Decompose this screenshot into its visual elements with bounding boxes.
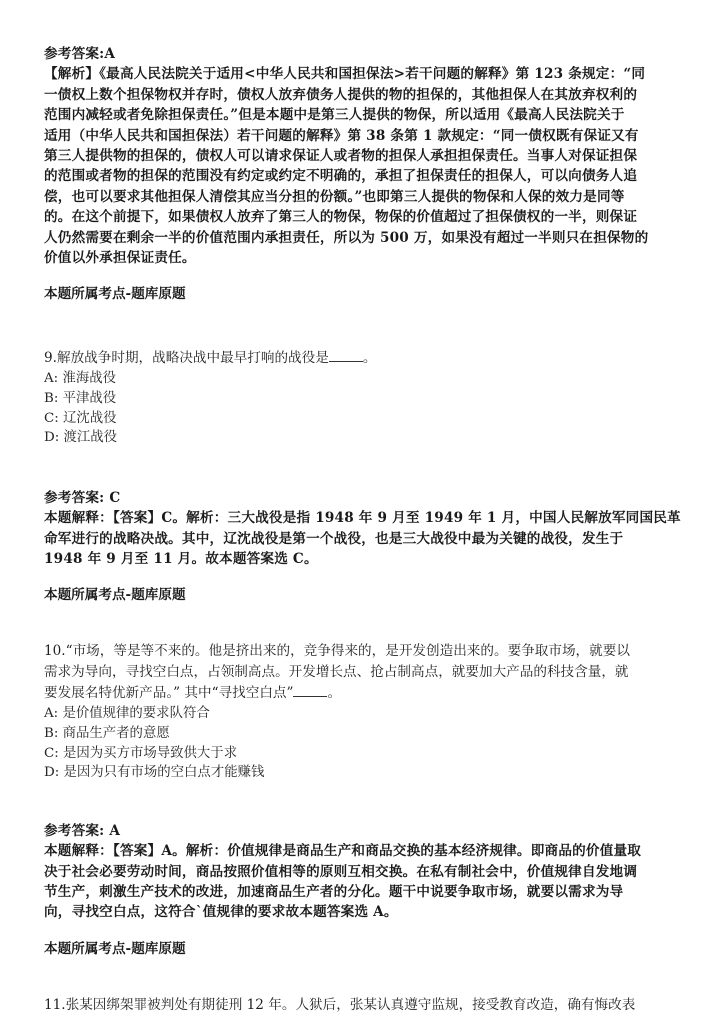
answer-blank bbox=[293, 684, 327, 697]
explanation-line: 【解析】《最高人民法院关于适用<中华人民共和国担保法>若干问题的解释》第 123 条规定：“同 bbox=[44, 66, 646, 83]
explanation-line: 决于社会必要劳动时间，商品按照价值相等的原则互相交换。在私有制社会中，价值规律自发地调 bbox=[44, 863, 638, 880]
source-label: 本题所属考点-题库原题 bbox=[44, 940, 186, 957]
explanation-line: 价值以外承担保证责任。 bbox=[44, 250, 196, 267]
option-d: D: 是因为只有市场的空白点才能赚钱 bbox=[44, 765, 265, 781]
answer-block-9 bbox=[44, 488, 681, 606]
option-c: C: 辽沈战役 bbox=[44, 410, 117, 426]
document-page bbox=[44, 44, 681, 1016]
question-11 bbox=[44, 995, 674, 1016]
question-stem-line: 10.“市场，等是等不来的。他是挤出来的，竞争得来的，是开发创造出来的。要争取市场，就要以 bbox=[44, 643, 630, 660]
explanation-line: 命军进行的战略决战。其中，辽沈战役是第一个战役，也是三大战役中最为关键的战役，发生于 bbox=[44, 530, 624, 547]
question-stem-line: 需求为导向，寻找空白点，占领制高点。开发增长点、抢占制高点，就要加大产品的科技含量，就 bbox=[44, 664, 629, 681]
explanation-line: 的范围或者物的担保的范围没有约定或约定不明确的，承担了担保责任的担保人，可以向债务人追 bbox=[44, 168, 638, 185]
question-9 bbox=[44, 348, 674, 447]
explanation-line: 适用（中华人民共和国担保法）若干问题的解释》第 38 条第 1 款规定：“同一债权既有保证又有 bbox=[44, 127, 639, 144]
option-d: D: 渡江战役 bbox=[44, 430, 118, 446]
explanation-line: 偿，也可以要求其他担保人清偿其应当分担的份额。”也即第三人提供的物保和人保的效力是同等 bbox=[44, 188, 625, 205]
explanation-line: 范围内减轻或者免除担保责任。”但是本题中是第三人提供的物保，所以适用《最高人民法院关于 bbox=[44, 107, 625, 124]
reference-answer: 参考答案: C bbox=[44, 489, 121, 506]
option-a: A: 是价值规律的要求队符合 bbox=[44, 706, 210, 722]
explanation-line: 1948 年 9 月至 11 月。故本题答案选 C。 bbox=[44, 551, 318, 568]
question-stem-line bbox=[44, 683, 674, 704]
source-label: 本题所属考点-题库原题 bbox=[44, 286, 186, 303]
question-stem-line: 11.张某因绑架罪被判处有期徒刑 12 年。人狱后，张某认真遵守监规，接受教育改造，确有悔改表 bbox=[44, 996, 636, 1013]
explanation-line: 向，寻找空白点，这符合`值规律的要求故本题答案选 A。 bbox=[44, 904, 398, 921]
question-stem bbox=[44, 348, 674, 369]
explanation bbox=[44, 64, 674, 268]
option-c: C: 是因为买方市场导致供大于求 bbox=[44, 745, 238, 761]
question-10 bbox=[44, 641, 674, 782]
explanation-line: 的。在这个前提下，如果债权人放弃了第三人的物保，物保的价值超过了担保债权的一半，则保证 bbox=[44, 209, 638, 226]
question-stem-end: 。 bbox=[327, 685, 342, 702]
answer-blank bbox=[329, 349, 363, 362]
explanation-line: 人仍然需要在剩余一半的价值范围内承担责任，所以为 500 万，如果没有超过一半则只在担保物的 bbox=[44, 229, 649, 246]
reference-answer: 参考答案:A bbox=[44, 46, 116, 62]
question-stem-text: 9.解放战争时期，战略决战中最早打响的战役是 bbox=[44, 350, 329, 367]
explanation-line: 第三人提供物的担保的，债权人可以请求保证人或者物的担保人承担担保责任。当事人对保证担保 bbox=[44, 148, 638, 165]
question-stem-end: 。 bbox=[362, 350, 377, 367]
explanation-line: 节生产，刺激生产技术的改进，加速商品生产者的分化。题干中说要争取市场，就要以需求为导 bbox=[44, 884, 624, 901]
answer-block-8 bbox=[44, 44, 674, 304]
option-a: A: 淮海战役 bbox=[44, 371, 117, 387]
answer-block-10 bbox=[44, 821, 674, 959]
explanation-line: 本题解释：【答案】C。解析：三大战役是指 1948 年 9 月至 1949 年 1 月，中国人民解放军同国民革 bbox=[44, 510, 681, 527]
explanation-line: 一债权上数个担保物权并存时，债权人放弃债务人提供的物的担保的，其他担保人在其放弃权利的 bbox=[44, 86, 638, 103]
source-label: 本题所属考点-题库原题 bbox=[44, 587, 186, 604]
option-b: B: 商品生产者的意愿 bbox=[44, 726, 170, 742]
question-stem-text: 要发展名特优新产品。” 其中“寻找空白点” bbox=[44, 685, 294, 702]
explanation-line: 本题解释：【答案】A。解析：价值规律是商品生产和商品交换的基本经济规律。即商品的价值量取 bbox=[44, 843, 642, 860]
reference-answer: 参考答案: A bbox=[44, 822, 121, 839]
option-b: B: 平津战役 bbox=[44, 391, 117, 407]
